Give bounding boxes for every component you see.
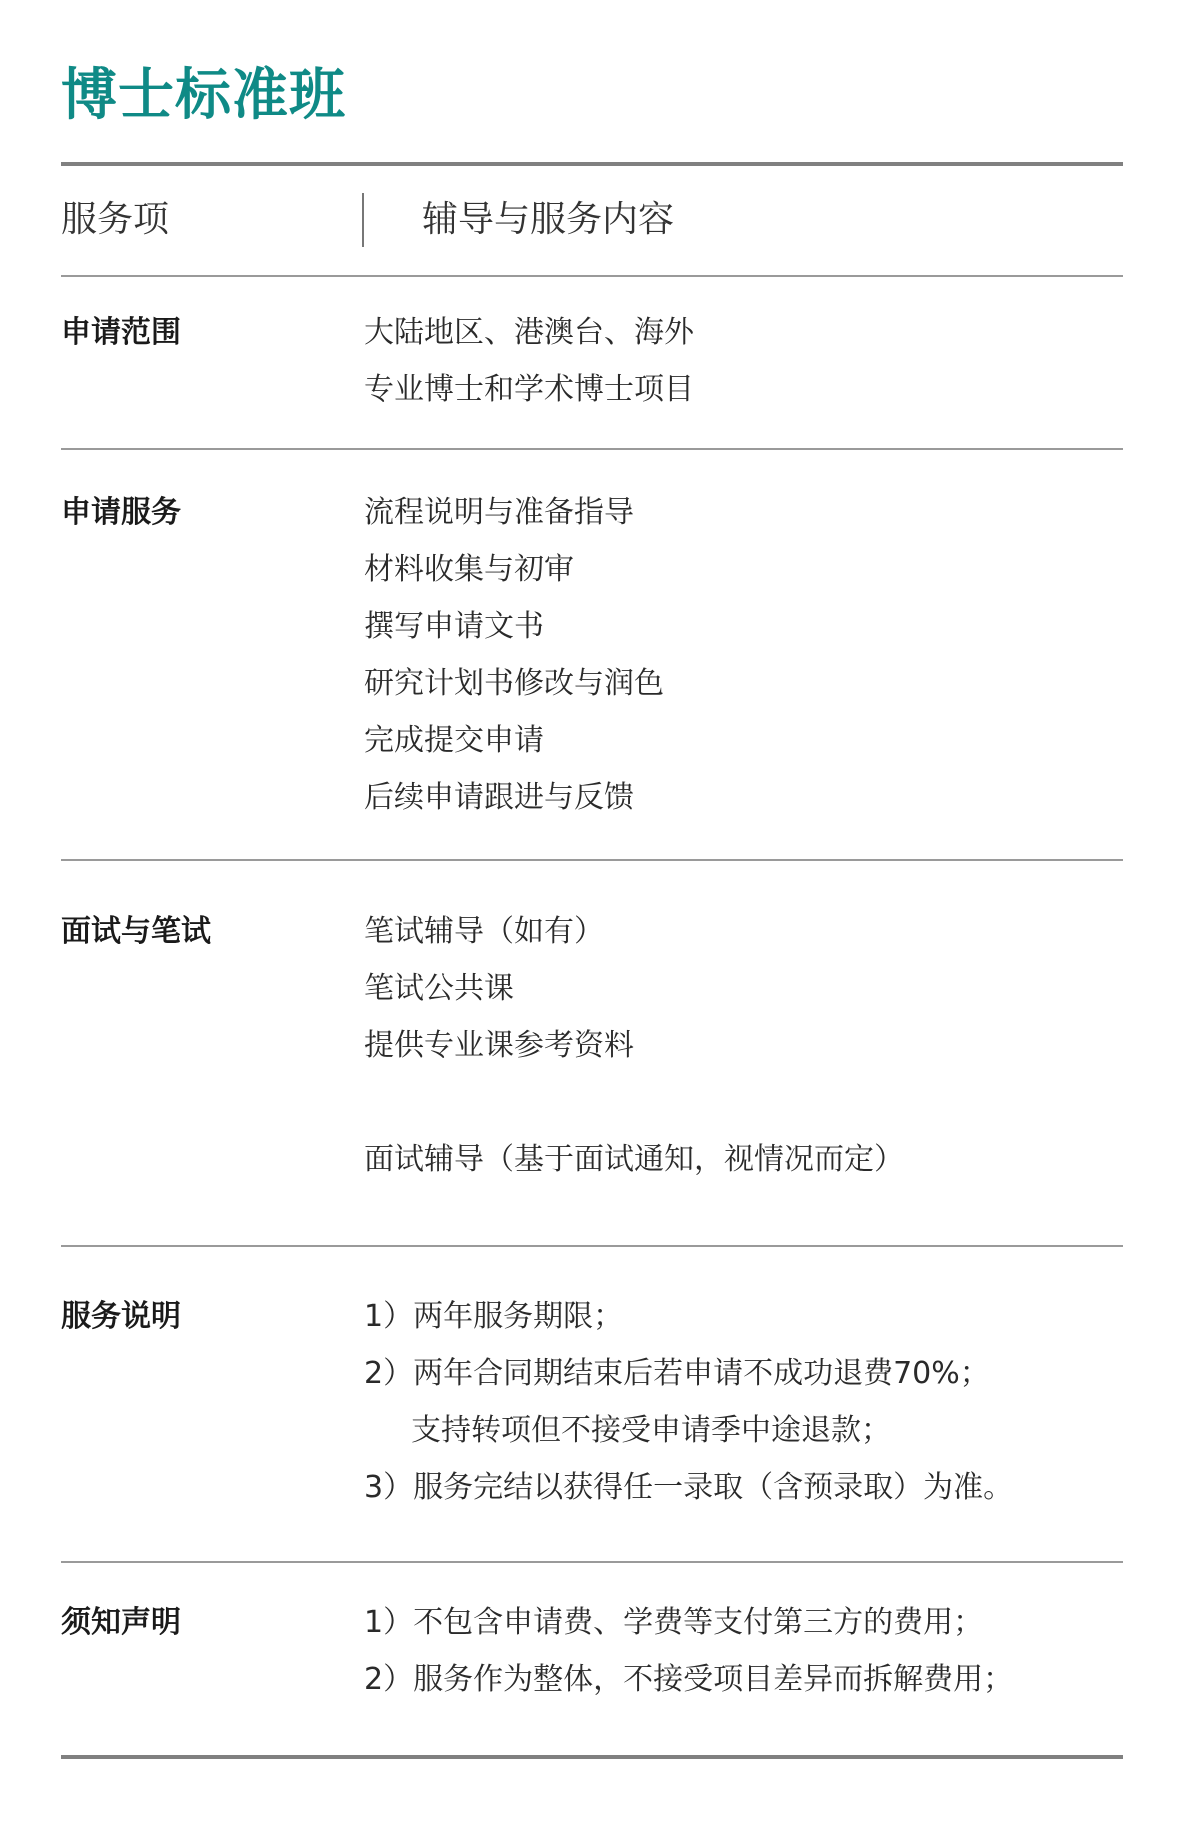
section-label: 须知声明	[61, 1605, 181, 1640]
list-item: 笔试辅导（如有）	[364, 914, 604, 949]
section-divider	[61, 1561, 1123, 1563]
header-service-content: 辅导与服务内容	[422, 199, 675, 240]
list-item: 提供专业课参考资料	[364, 1028, 634, 1063]
header-divider-line	[61, 275, 1123, 277]
section-divider	[61, 859, 1123, 861]
section-divider	[61, 448, 1123, 450]
list-item: 2）两年合同期结束后若申请不成功退费70%；	[364, 1356, 990, 1391]
list-item: 支持转项但不接受申请季中途退款；	[411, 1413, 891, 1448]
list-item: 完成提交申请	[364, 723, 544, 758]
top-divider	[61, 162, 1123, 166]
list-item: 1）不包含申请费、学费等支付第三方的费用；	[364, 1605, 984, 1640]
list-item: 2）服务作为整体，不接受项目差异而拆解费用；	[364, 1662, 1014, 1697]
list-item: 材料收集与初审	[364, 552, 574, 587]
section-label: 面试与笔试	[61, 914, 211, 949]
list-item: 3）服务完结以获得任一录取（含预录取）为准。	[364, 1470, 1014, 1505]
section-items	[364, 903, 1124, 1188]
table-header	[61, 190, 1123, 250]
page-title: 博士标准班	[61, 63, 346, 128]
list-item: 1）两年服务期限；	[364, 1299, 624, 1334]
list-item: 专业博士和学术博士项目	[364, 372, 694, 407]
list-item: 面试辅导（基于面试通知，视情况而定）	[364, 1142, 904, 1177]
section-items	[364, 484, 1124, 826]
section-items	[364, 304, 1124, 418]
section-label: 服务说明	[61, 1299, 181, 1334]
list-item: 后续申请跟进与反馈	[364, 780, 634, 815]
section-divider	[61, 1245, 1123, 1247]
spacer	[364, 1074, 1124, 1131]
header-column-divider	[362, 193, 364, 247]
section-label: 申请服务	[61, 495, 181, 530]
list-item: 笔试公共课	[364, 971, 514, 1006]
list-item: 撰写申请文书	[364, 609, 544, 644]
section-label: 申请范围	[61, 315, 181, 350]
header-service-item: 服务项	[61, 199, 170, 240]
list-item: 流程说明与准备指导	[364, 495, 634, 530]
list-item: 大陆地区、港澳台、海外	[364, 315, 694, 350]
section-items	[364, 1288, 1124, 1516]
list-item: 研究计划书修改与润色	[364, 666, 664, 701]
bottom-divider	[61, 1755, 1123, 1759]
section-items	[364, 1594, 1124, 1708]
